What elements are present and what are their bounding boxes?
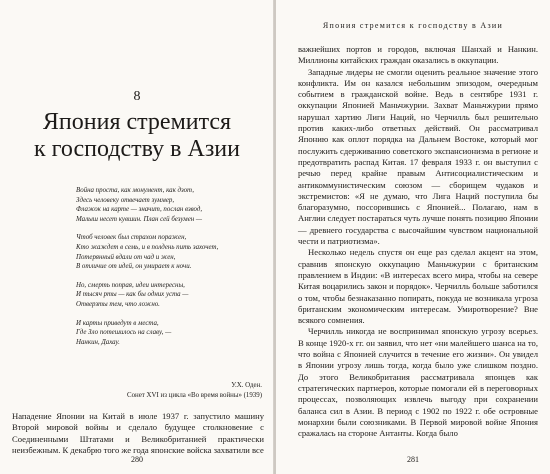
epigraph-line: Здесь человеку отвечает зуммер, [76,196,175,204]
epigraph-line: Флажок на карте — значит, послан взвод, [76,206,203,214]
body-paragraph: Несколько недель спустя он еще раз сделал акцент на этом, сравнив японскую оккупацию Маньчжурии с британским правлением в Индии: «В интересах всего мира, чтобы на севере Китая воцарились закон и порядок». Черчилль больше заботился о том, чтобы безнаказанно попирать, покуда не возникала угроза британским экономическим интересам. Умиротворение? Вне всякого сомнения. [298,247,538,326]
body-paragraph: Черчилль никогда не воспринимал японскую угрозу всерьез. В конце 1920-х гг. он заявил, что нет «ни малейшего шанса на то, что война с Японией случится в течение его жизни». Он увидел в Японии угрозу лишь тогда, когда было уже слишком поздно. До этого Великобритания рассматривала японцев как стратегических партнеров, которые помогали ей в переговорных процессах, позволяющих извлечь выгоду при сохранении баланса сил в Азии. В период с 1902 по 1922 г. обе островные монархии были союзниками. В Первой мировой войне Япония сражалась на стороне Антанты. Когда было [298,326,538,439]
right-body-text [298,44,538,439]
right-page [276,0,550,474]
body-paragraph: важнейших портов и городов, включая Шанхай и Нанкин. Миллионы китайских граждан оказались в оккупации. [298,44,538,66]
epigraph-stanza [76,186,266,224]
chapter-title-line: к господству в Азии [33,136,240,162]
left-body-text [12,411,264,456]
chapter-number: 8 [133,89,141,104]
running-head: Япония стремится к господству в Азии [322,21,504,30]
epigraph-line: Кто жаждет в семь, и в полдень пить захочет, [76,243,219,251]
epigraph-stanza [76,281,266,310]
page-number: 280 [131,455,143,464]
left-page [0,0,274,474]
epigraph-stanza [76,233,266,271]
epigraph-line: Война проста, как монумент, как дзот, [76,187,194,194]
epigraph-line: В отличие от идей, он умирает к ночи. [76,263,192,271]
epigraph-stanza [76,319,266,348]
chapter-title [20,109,254,163]
page-number: 281 [407,455,419,464]
epigraph-line: И тысяч рты — как бы одних уста — [76,291,189,299]
epigraph-line: Где Зло потешилось на славу, — [76,329,172,337]
attribution-source: Сонет XVI из цикла «Во время войны» (1939) [127,391,262,399]
epigraph-line: Но, смерть попрая, идеи интересны, [76,281,185,289]
body-paragraph: Западные лидеры не смогли оценить реальное значение этого конфликта. Им он казался небольшим эпизодом, очередным событием в гражданской войне. Ведь в сентябре 1931 г. оккупации Японией Маньчжурии. Захват Маньчжурии прямо нарушал хартию Лиги Наций, но Черчилль был решительно против каких-либо ответных действий. Он рассматривал Японию как оплот порядка на Дальнем Востоке, который мог послужить сдерживанию советского экспансионизма в регионе и предотвратить распад Китая. 17 февраля 1933 г. он выступил с речью перед крайне правым Антисоциалистическим и антикоммунистическим союзом — сборищем чудаков и экстремистов: «Я не думаю, что Лига Наций поступила бы благоразумно, поссорившись с Японией... Полагаю, нам в Англии следует постараться чуть лучше понять позицию Японии — древнего государства с высочайшим чувством национальной чести и патриотизма». [298,66,538,247]
chapter-title-line: Япония стремится [42,109,232,135]
epigraph-line: Потерянный вдали от чад и жен, [76,253,176,261]
epigraph [76,186,266,356]
epigraph-attribution [100,381,262,400]
epigraph-line: И карты приведут в места, [76,319,159,327]
epigraph-line: Малыш несет кувшин. План сей безумен — [76,215,203,223]
attribution-author: У.Х. Оден. [231,382,262,389]
epigraph-line: Чтоб человек был страхом поражен, [76,234,187,242]
body-paragraph: Нападение Японии на Китай в июле 1937 г. запустило машину Второй мировой войны и сделало будущее столкновение с Соединенными Штатами и Великобританией практически неизбежным. К декабрю того же года японские войска захватили все [12,411,264,455]
epigraph-line: Отверзты тем, что ложно. [76,300,160,308]
epigraph-line: Нанкин, Дахау. [76,338,120,346]
